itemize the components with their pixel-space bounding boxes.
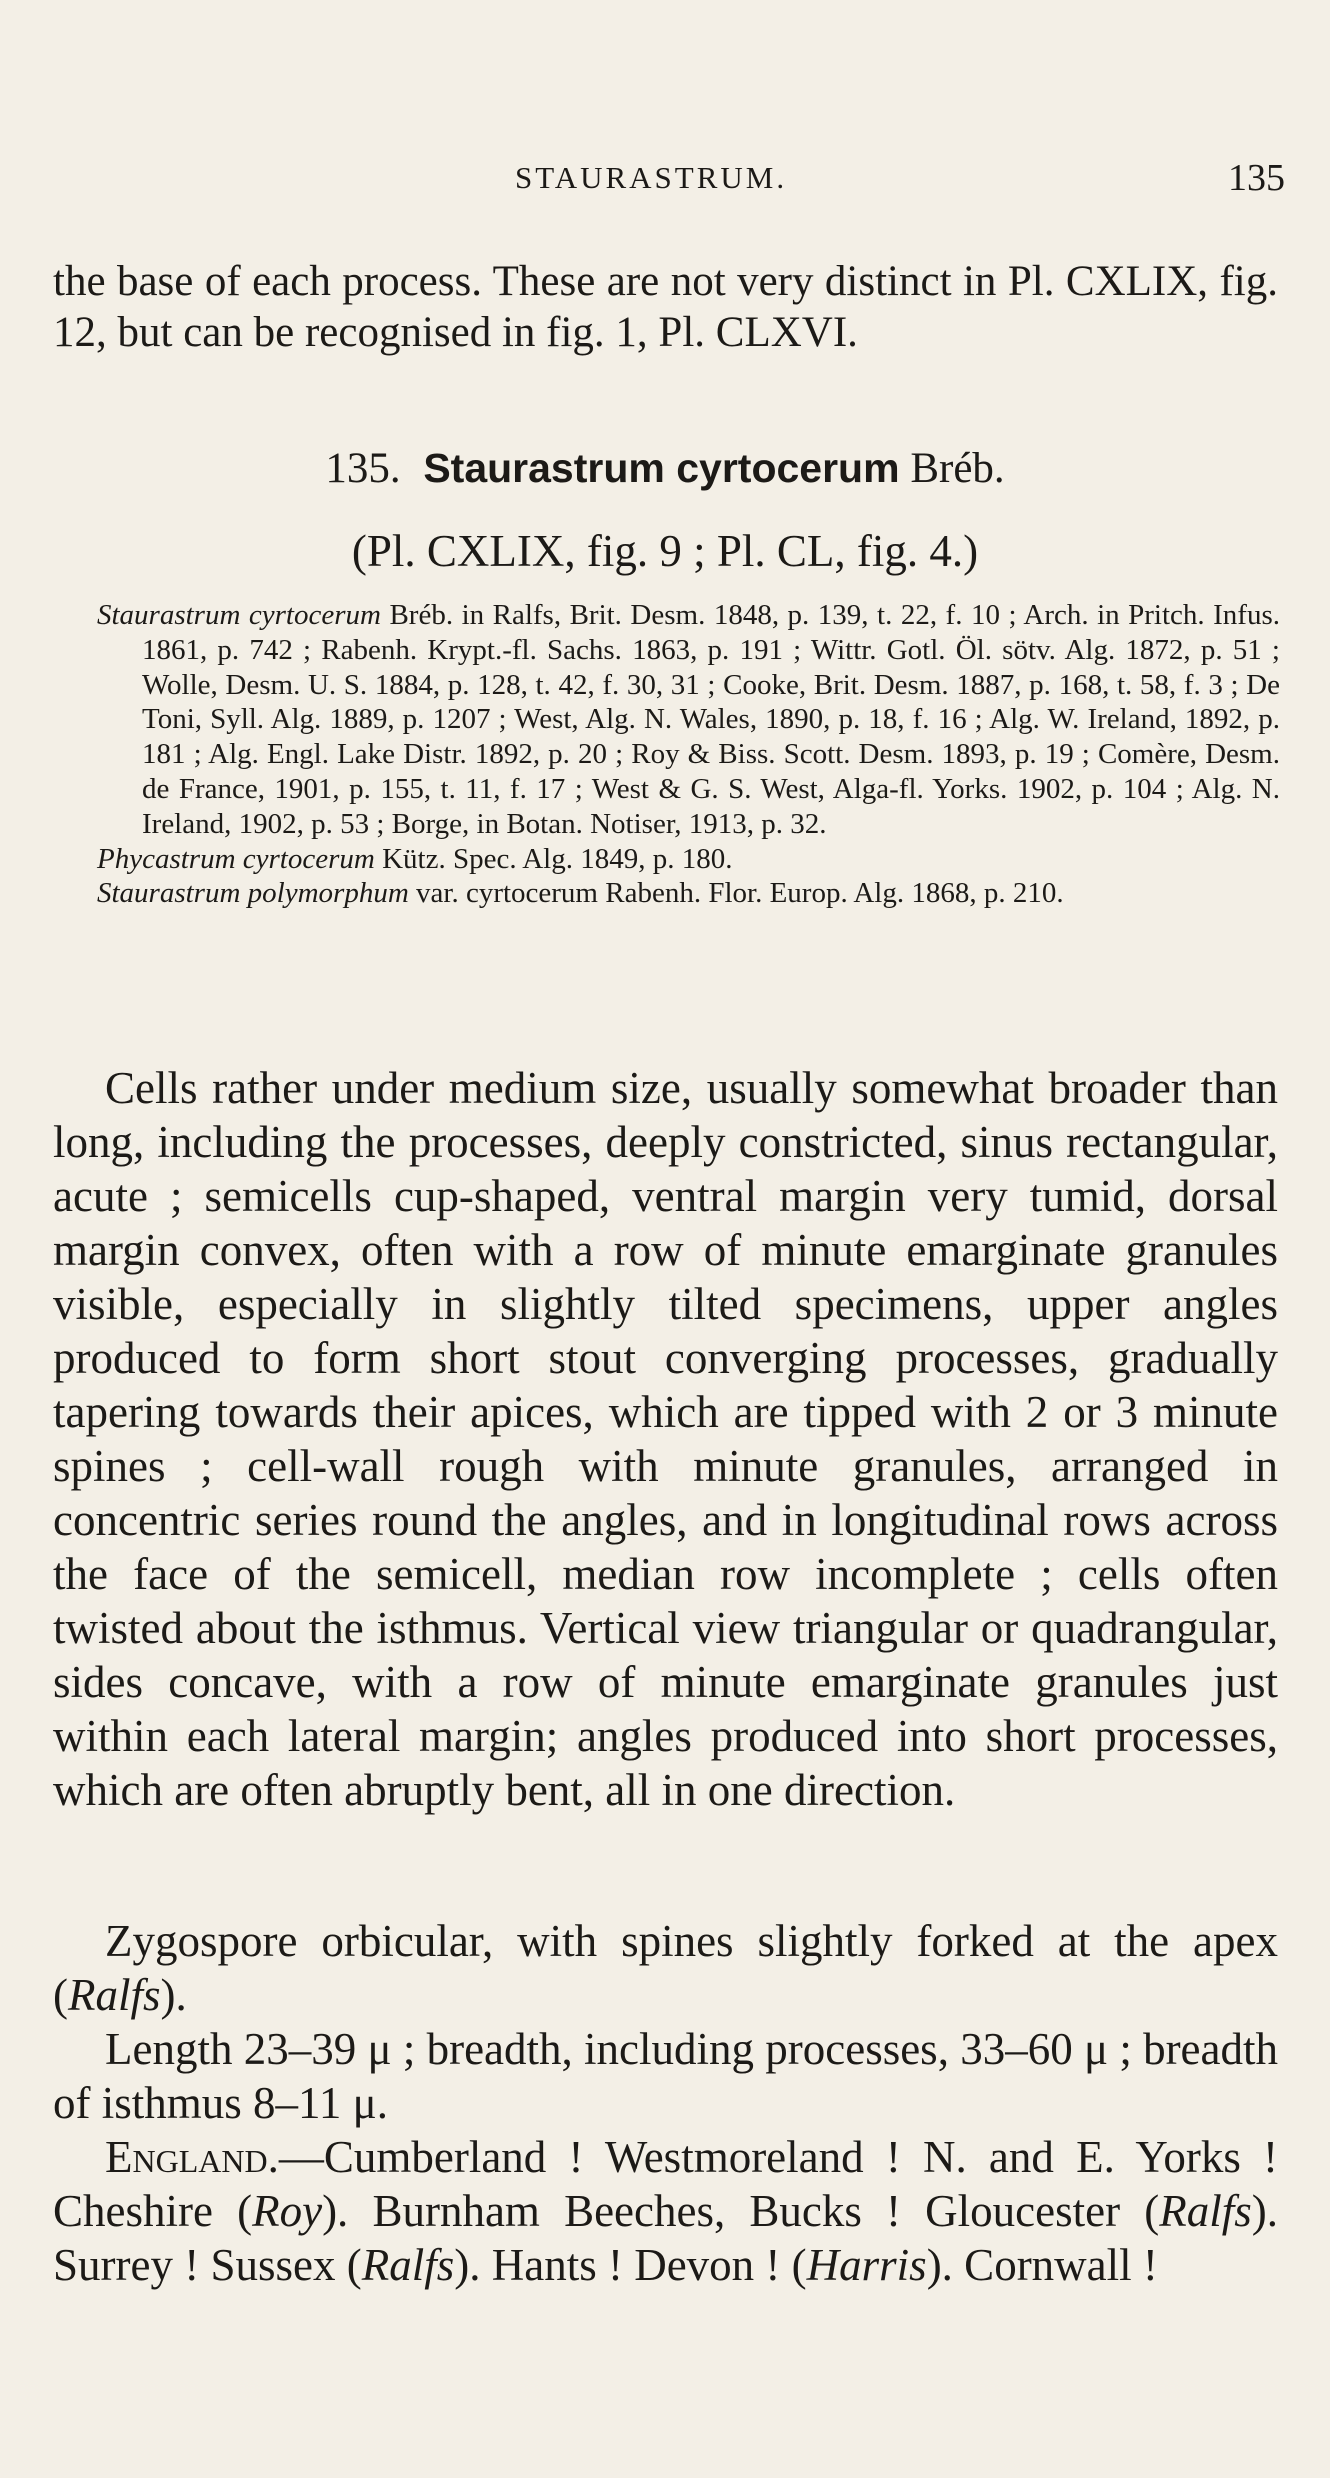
species-name: Staurastrum cyrtocerum — [423, 445, 900, 491]
running-head — [0, 157, 1330, 204]
running-title: STAURASTRUM. — [515, 160, 788, 195]
locality-citation: Roy — [252, 2186, 323, 2236]
zygospore-citation: Ralfs — [68, 1970, 161, 2020]
species-heading — [0, 444, 1330, 493]
locality-text: ). Hants ! Devon ! ( — [454, 2240, 807, 2290]
synonymy-block — [97, 598, 1280, 911]
distribution-paragraph — [53, 2130, 1278, 2292]
synonym-name: Staurastrum polymorphum — [97, 877, 409, 910]
synonym-entry — [97, 876, 1280, 911]
zygospore-text: Zygospore orbicular, with spines slightly forked at the apex ( — [53, 1916, 1278, 2020]
distribution-region: England. — [105, 2132, 279, 2182]
synonym-references: Bréb. in Ralfs, Brit. Desm. 1848, p. 139, t. 22, f. 10 ; Arch. in Pritch. Infus. 1861, p. 742 ; Rabenh. Krypt.-fl. Sachs. 1863, p. 191 ; Wittr. Gotl. Öl. sötv. Alg. 1872, p. 51 ; Wolle, Desm. U. S. 1884, p. 128, t. 42, f. 30, 31 ; Cooke, Brit. Desm. 1887, p. 168, t. 58, f. 3 ; De Toni, Syll. Alg. 1889, p. 1207 ; West, Alg. N. Wales, 1890, p. 18, f. 16 ; Alg. W. Ireland, 1892, p. 181 ; Alg. Engl. Lake Distr. 1892, p. 20 ; Roy & Biss. Scott. Desm. 1893, p. 19 ; Comère, Desm. de France, 1901, p. 155, t. 11, f. 17 ; West & G. S. West, Alga-fl. Yorks. 1902, p. 104 ; Alg. N. Ireland, 1902, p. 53 ; Borge, in Botan. Notiser, 1913, p. 32. — [142, 599, 1280, 840]
synonym-references: Kütz. Spec. Alg. 1849, p. 180. — [382, 842, 733, 875]
zygospore-end: ). — [160, 1970, 187, 2020]
zygospore-paragraph — [53, 1914, 1278, 2022]
species-number: 135. — [325, 445, 401, 492]
species-authority: Bréb. — [910, 445, 1005, 492]
locality-citation: Ralfs — [1159, 2186, 1252, 2236]
locality-text: —Cumberland ! Westmoreland ! N. and E. Yorks ! Cheshire ( — [53, 2132, 1278, 2236]
locality-text: ). Burnham Beeches, Bucks ! Gloucester ( — [322, 2186, 1160, 2236]
synonym-references: var. cyrtocerum Rabenh. Flor. Europ. Alg. 1868, p. 210. — [416, 877, 1064, 910]
plate-references: (Pl. CXLIX, fig. 9 ; Pl. CL, fig. 4.) — [351, 526, 979, 576]
locality-citation: Ralfs — [361, 2240, 455, 2290]
synonym-entry — [97, 842, 1280, 877]
locality-text: ). Cornwall ! — [926, 2240, 1158, 2290]
continuation-paragraph: the base of each process. These are not very distinct in Pl. CXLIX, fig. 12, but can be recognised in fig. 1, Pl. CLXVI. — [53, 258, 1278, 356]
locality-text: ). Surrey ! Sussex ( — [53, 2186, 1278, 2290]
description-paragraph: Cells rather under medium size, usually somewhat broader than long, including the processes, deeply constricted, sinus rectangular, acute ; semicells cup-shaped, ventral margin very tumid, dorsal margin convex, often with a row of minute emarginate granules visible, especially in slightly tilted specimens, upper angles produced to form short stout converging processes, gradually tapering towards their apices, which are tipped with 2 or 3 minute spines ; cell-wall rough with minute granules, arranged in concentric series round the angles, and in longitudinal rows across the face of the semicell, median row incomplete ; cells often twisted about the isthmus. Vertical view triangular or quadrangular, sides concave, with a row of minute emarginate granules just within each lateral margin; angles produced into short processes, which are often abruptly bent, all in one direction. — [53, 1063, 1278, 1815]
page-number: 135 — [1228, 157, 1285, 199]
synonym-entry — [97, 598, 1280, 842]
dimensions-paragraph: Length 23–39 μ ; breadth, including processes, 33–60 μ ; breadth of isthmus 8–11 μ. — [53, 2024, 1279, 2128]
synonym-name: Staurastrum cyrtocerum — [97, 599, 381, 631]
synonym-name: Phycastrum cyrtocerum — [97, 842, 375, 875]
locality-citation: Harris — [806, 2240, 927, 2290]
